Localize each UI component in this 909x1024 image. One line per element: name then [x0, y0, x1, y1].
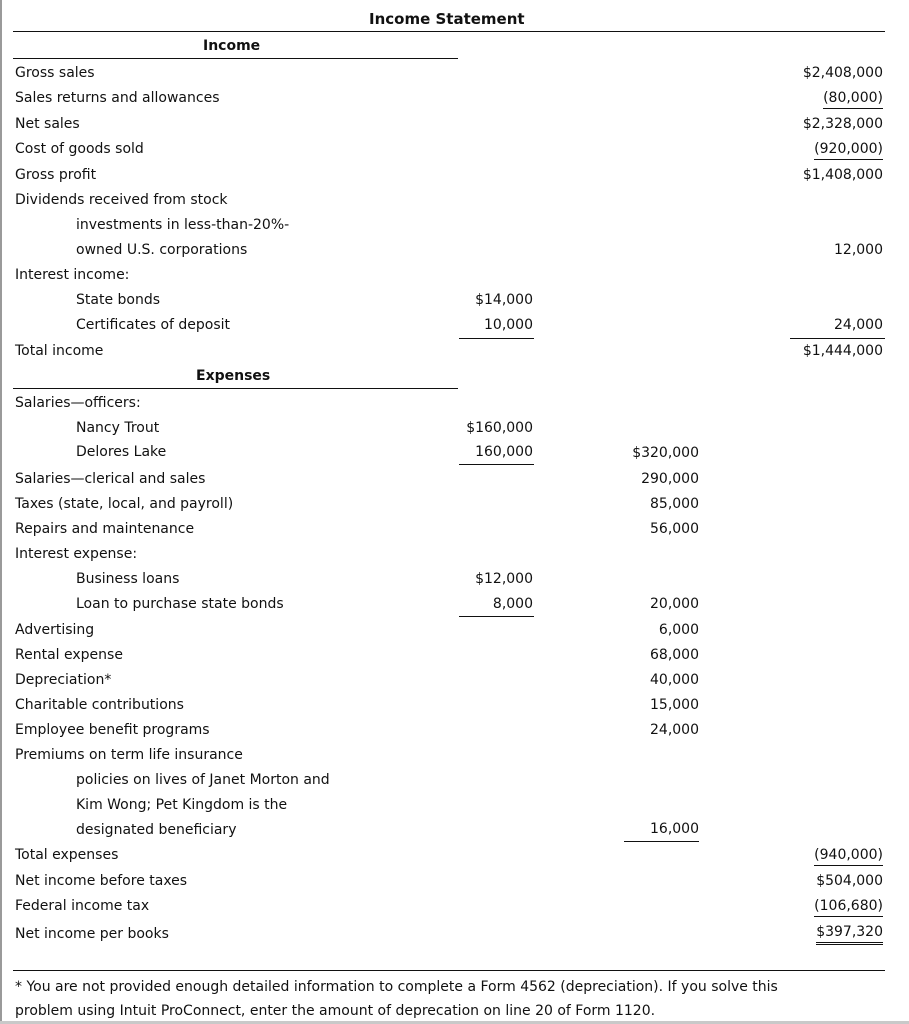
- income-heading: Income: [203, 38, 261, 54]
- gross-profit-amount: $1,408,000: [802, 167, 883, 183]
- taxes-label: Taxes (state, local, and payroll): [15, 496, 234, 512]
- officers-total: $320,000: [632, 445, 699, 461]
- dividends-label-line1: Dividends received from stock: [15, 192, 228, 208]
- net-sales-label: Net sales: [15, 116, 80, 132]
- interest-expense-total: 20,000: [650, 596, 699, 612]
- total-expenses-amount: (940,000): [814, 846, 883, 866]
- net-per-books-label: Net income per books: [15, 926, 169, 942]
- depreciation-label: Depreciation*: [15, 672, 112, 688]
- total-income-label: Total income: [15, 343, 104, 359]
- rental-amount: 68,000: [650, 647, 699, 663]
- benefits-label: Employee benefit programs: [15, 722, 210, 738]
- title-rule: [13, 31, 885, 32]
- sales-returns-label: Sales returns and allowances: [15, 90, 220, 106]
- life-insurance-label-line2: policies on lives of Janet Morton and: [76, 772, 330, 788]
- clerical-salaries-label: Salaries—clerical and sales: [15, 471, 206, 487]
- business-loans-label: Business loans: [76, 571, 180, 587]
- expenses-heading-rule: [13, 388, 458, 389]
- interest-income-subtotal-rule: [459, 338, 534, 339]
- footnote-line2: problem using Intuit ProConnect, enter the amount of deprecation on line 20 of Form 1120.: [15, 1003, 656, 1019]
- interest-income-label: Interest income:: [15, 267, 130, 283]
- charitable-label: Charitable contributions: [15, 697, 184, 713]
- life-insurance-label-line4: designated beneficiary: [76, 822, 237, 838]
- cogs-label: Cost of goods sold: [15, 141, 144, 157]
- sales-returns-amount: (80,000): [823, 89, 883, 109]
- certificates-amount: 10,000: [484, 317, 533, 333]
- footnote-line1: * You are not provided enough detailed information to complete a Form 4562 (depreciation). If you solve this: [15, 979, 778, 995]
- expenses-heading: Expenses: [196, 368, 271, 384]
- net-sales-amount: $2,328,000: [802, 116, 883, 132]
- net-per-books-amount: $397,320: [816, 923, 883, 945]
- advertising-label: Advertising: [15, 622, 95, 638]
- state-bonds-label: State bonds: [76, 292, 161, 308]
- interest-expense-subtotal-rule: [459, 616, 534, 617]
- delores-lake-amount: 160,000: [475, 444, 533, 460]
- dividends-label-line2: investments in less-than-20%-: [76, 217, 290, 233]
- depreciation-amount: 40,000: [650, 672, 699, 688]
- income-heading-rule: [13, 58, 458, 59]
- federal-tax-amount: (106,680): [814, 897, 883, 917]
- officers-salaries-label: Salaries—officers:: [15, 395, 141, 411]
- expenses-column-rule: [624, 841, 699, 842]
- gross-sales-label: Gross sales: [15, 65, 95, 81]
- footnote-rule: [13, 970, 885, 971]
- state-bonds-amount: $14,000: [475, 292, 533, 308]
- income-total-rule: [790, 338, 885, 339]
- nancy-trout-label: Nancy Trout: [76, 420, 160, 436]
- state-bond-loan-label: Loan to purchase state bonds: [76, 596, 284, 612]
- repairs-label: Repairs and maintenance: [15, 521, 195, 537]
- page-title: Income Statement: [369, 10, 525, 28]
- delores-lake-label: Delores Lake: [76, 444, 167, 460]
- business-loans-amount: $12,000: [475, 571, 533, 587]
- life-insurance-label-line1: Premiums on term life insurance: [15, 747, 243, 763]
- dividends-amount: 12,000: [834, 242, 883, 258]
- state-bond-loan-amount: 8,000: [492, 596, 533, 612]
- total-expenses-label: Total expenses: [15, 847, 119, 863]
- cogs-amount: (920,000): [814, 140, 883, 160]
- left-page-edge: [0, 0, 2, 1024]
- taxes-amount: 85,000: [650, 496, 699, 512]
- net-before-tax-label: Net income before taxes: [15, 873, 188, 889]
- certificates-label: Certificates of deposit: [76, 317, 231, 333]
- life-insurance-amount: 16,000: [650, 821, 699, 837]
- dividends-label-line3: owned U.S. corporations: [76, 242, 248, 258]
- interest-income-total: 24,000: [834, 317, 883, 333]
- gross-profit-label: Gross profit: [15, 167, 97, 183]
- life-insurance-label-line3: Kim Wong; Pet Kingdom is the: [76, 797, 288, 813]
- gross-sales-amount: $2,408,000: [802, 65, 883, 81]
- advertising-amount: 6,000: [658, 622, 699, 638]
- federal-tax-label: Federal income tax: [15, 898, 150, 914]
- rental-label: Rental expense: [15, 647, 123, 663]
- benefits-amount: 24,000: [650, 722, 699, 738]
- clerical-salaries-amount: 290,000: [641, 471, 699, 487]
- net-before-tax-amount: $504,000: [816, 873, 883, 889]
- nancy-trout-amount: $160,000: [466, 420, 533, 436]
- interest-expense-label: Interest expense:: [15, 546, 138, 562]
- officers-subtotal-rule: [459, 464, 534, 465]
- repairs-amount: 56,000: [650, 521, 699, 537]
- charitable-amount: 15,000: [650, 697, 699, 713]
- total-income-amount: $1,444,000: [802, 343, 883, 359]
